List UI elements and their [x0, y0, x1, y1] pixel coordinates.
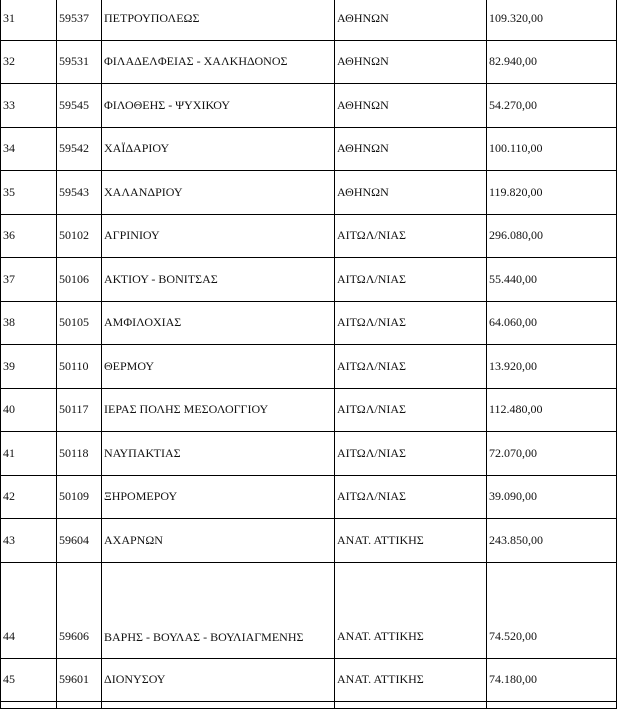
table-row [1, 40, 617, 84]
region-cell: ΑΙΤΩΛ/ΝΙΑΣ [335, 258, 487, 302]
region-cell: ΑΘΗΝΩΝ [335, 171, 487, 215]
row-number-cell: 43 [1, 519, 57, 563]
row-number-cell: 45 [1, 658, 57, 702]
table-row [1, 345, 617, 389]
municipality-name-cell: ΒΑΡΗΣ - ΒΟΥΛΑΣ - ΒΟΥΛΙΑΓΜΕΝΗΣ [102, 562, 335, 658]
amount-cell: 64.060,00 [487, 301, 617, 345]
row-number-cell: 31 [1, 0, 57, 40]
code-cell: 50117 [57, 388, 102, 432]
amount-cell: 39.090,00 [487, 475, 617, 519]
municipality-name-cell: ΧΑΪΔΑΡΙΟΥ [102, 127, 335, 171]
row-number-cell: 44 [1, 562, 57, 658]
region-cell: ΑΘΗΝΩΝ [335, 84, 487, 128]
amount-cell: 72.070,00 [487, 432, 617, 476]
code-cell: 59543 [57, 171, 102, 215]
code-cell: 59604 [57, 519, 102, 563]
code-cell: 59545 [57, 84, 102, 128]
amount-cell: 13.920,00 [487, 345, 617, 389]
table-row [1, 258, 617, 302]
table-row [1, 388, 617, 432]
row-number-cell: 40 [1, 388, 57, 432]
municipality-name-cell: ΑΚΤΙΟΥ - ΒΟΝΙΤΣΑΣ [102, 258, 335, 302]
amount-cell: 55.440,00 [487, 258, 617, 302]
row-number-cell: 37 [1, 258, 57, 302]
row-number-cell: 38 [1, 301, 57, 345]
row-number-cell: 41 [1, 432, 57, 476]
region-cell: ΑΘΗΝΩΝ [335, 127, 487, 171]
row-number-cell: 33 [1, 84, 57, 128]
region-cell: ΑΙΤΩΛ/ΝΙΑΣ [335, 475, 487, 519]
municipality-name-cell: ΑΧΑΡΝΩΝ [102, 519, 335, 563]
amount-cell: 54.270,00 [487, 84, 617, 128]
amount-cell: 74.180,00 [487, 658, 617, 702]
row-number-cell: 36 [1, 214, 57, 258]
code-cell: 50109 [57, 475, 102, 519]
code-cell: 59601 [57, 658, 102, 702]
region-cell: ΑΝΑΤ. ΑΤΤΙΚΗΣ [335, 562, 487, 658]
municipality-name-cell: ΝΑΥΠΑΚΤΙΑΣ [102, 432, 335, 476]
table-row [1, 432, 617, 476]
municipality-name-cell: ΙΕΡΑΣ ΠΟΛΗΣ ΜΕΣΟΛΟΓΓΙΟΥ [102, 388, 335, 432]
empty-cell [57, 702, 102, 709]
empty-cell [487, 702, 617, 709]
municipality-name-cell: ΧΑΛΑΝΔΡΙΟΥ [102, 171, 335, 215]
empty-cell [102, 702, 335, 709]
municipality-name-cell: ΘΕΡΜΟΥ [102, 345, 335, 389]
municipality-name-cell: ΔΙΟΝΥΣΟΥ [102, 658, 335, 702]
table-row [1, 658, 617, 702]
row-number-cell: 42 [1, 475, 57, 519]
table-row [1, 702, 617, 709]
municipality-name-cell: ΑΜΦΙΛΟΧΙΑΣ [102, 301, 335, 345]
code-cell: 50106 [57, 258, 102, 302]
table-row [1, 475, 617, 519]
empty-cell [1, 702, 57, 709]
amount-cell: 112.480,00 [487, 388, 617, 432]
region-cell: ΑΙΤΩΛ/ΝΙΑΣ [335, 214, 487, 258]
amount-cell: 243.850,00 [487, 519, 617, 563]
municipality-name-cell: ΑΓΡΙΝΙΟΥ [102, 214, 335, 258]
table-row [1, 84, 617, 128]
row-number-cell: 34 [1, 127, 57, 171]
municipality-name-cell: ΞΗΡΟΜΕΡΟΥ [102, 475, 335, 519]
region-cell: ΑΝΑΤ. ΑΤΤΙΚΗΣ [335, 519, 487, 563]
amount-cell: 82.940,00 [487, 40, 617, 84]
table-row [1, 301, 617, 345]
code-cell: 59606 [57, 562, 102, 658]
row-number-cell: 39 [1, 345, 57, 389]
amount-cell: 109.320,00 [487, 0, 617, 40]
row-number-cell: 35 [1, 171, 57, 215]
municipality-name-cell: ΦΙΛΟΘΕΗΣ - ΨΥΧΙΚΟΥ [102, 84, 335, 128]
code-cell: 50118 [57, 432, 102, 476]
empty-cell [335, 702, 487, 709]
table-row [1, 0, 617, 40]
code-cell: 50110 [57, 345, 102, 389]
row-number-cell: 32 [1, 40, 57, 84]
code-cell: 59542 [57, 127, 102, 171]
region-cell: ΑΘΗΝΩΝ [335, 40, 487, 84]
region-cell: ΑΘΗΝΩΝ [335, 0, 487, 40]
table-row [1, 562, 617, 658]
municipality-name-cell: ΠΕΤΡΟΥΠΟΛΕΩΣ [102, 0, 335, 40]
table-row [1, 171, 617, 215]
table-row [1, 519, 617, 563]
code-cell: 59537 [57, 0, 102, 40]
code-cell: 50105 [57, 301, 102, 345]
code-cell: 50102 [57, 214, 102, 258]
table-row [1, 214, 617, 258]
region-cell: ΑΙΤΩΛ/ΝΙΑΣ [335, 388, 487, 432]
region-cell: ΑΙΤΩΛ/ΝΙΑΣ [335, 345, 487, 389]
region-cell: ΑΝΑΤ. ΑΤΤΙΚΗΣ [335, 658, 487, 702]
amount-cell: 100.110,00 [487, 127, 617, 171]
table-row [1, 127, 617, 171]
region-cell: ΑΙΤΩΛ/ΝΙΑΣ [335, 301, 487, 345]
amount-cell: 74.520,00 [487, 562, 617, 658]
code-cell: 59531 [57, 40, 102, 84]
municipality-name-cell: ΦΙΛΑΔΕΛΦΕΙΑΣ - ΧΑΛΚΗΔΟΝΟΣ [102, 40, 335, 84]
amount-cell: 296.080,00 [487, 214, 617, 258]
region-cell: ΑΙΤΩΛ/ΝΙΑΣ [335, 432, 487, 476]
amount-cell: 119.820,00 [487, 171, 617, 215]
